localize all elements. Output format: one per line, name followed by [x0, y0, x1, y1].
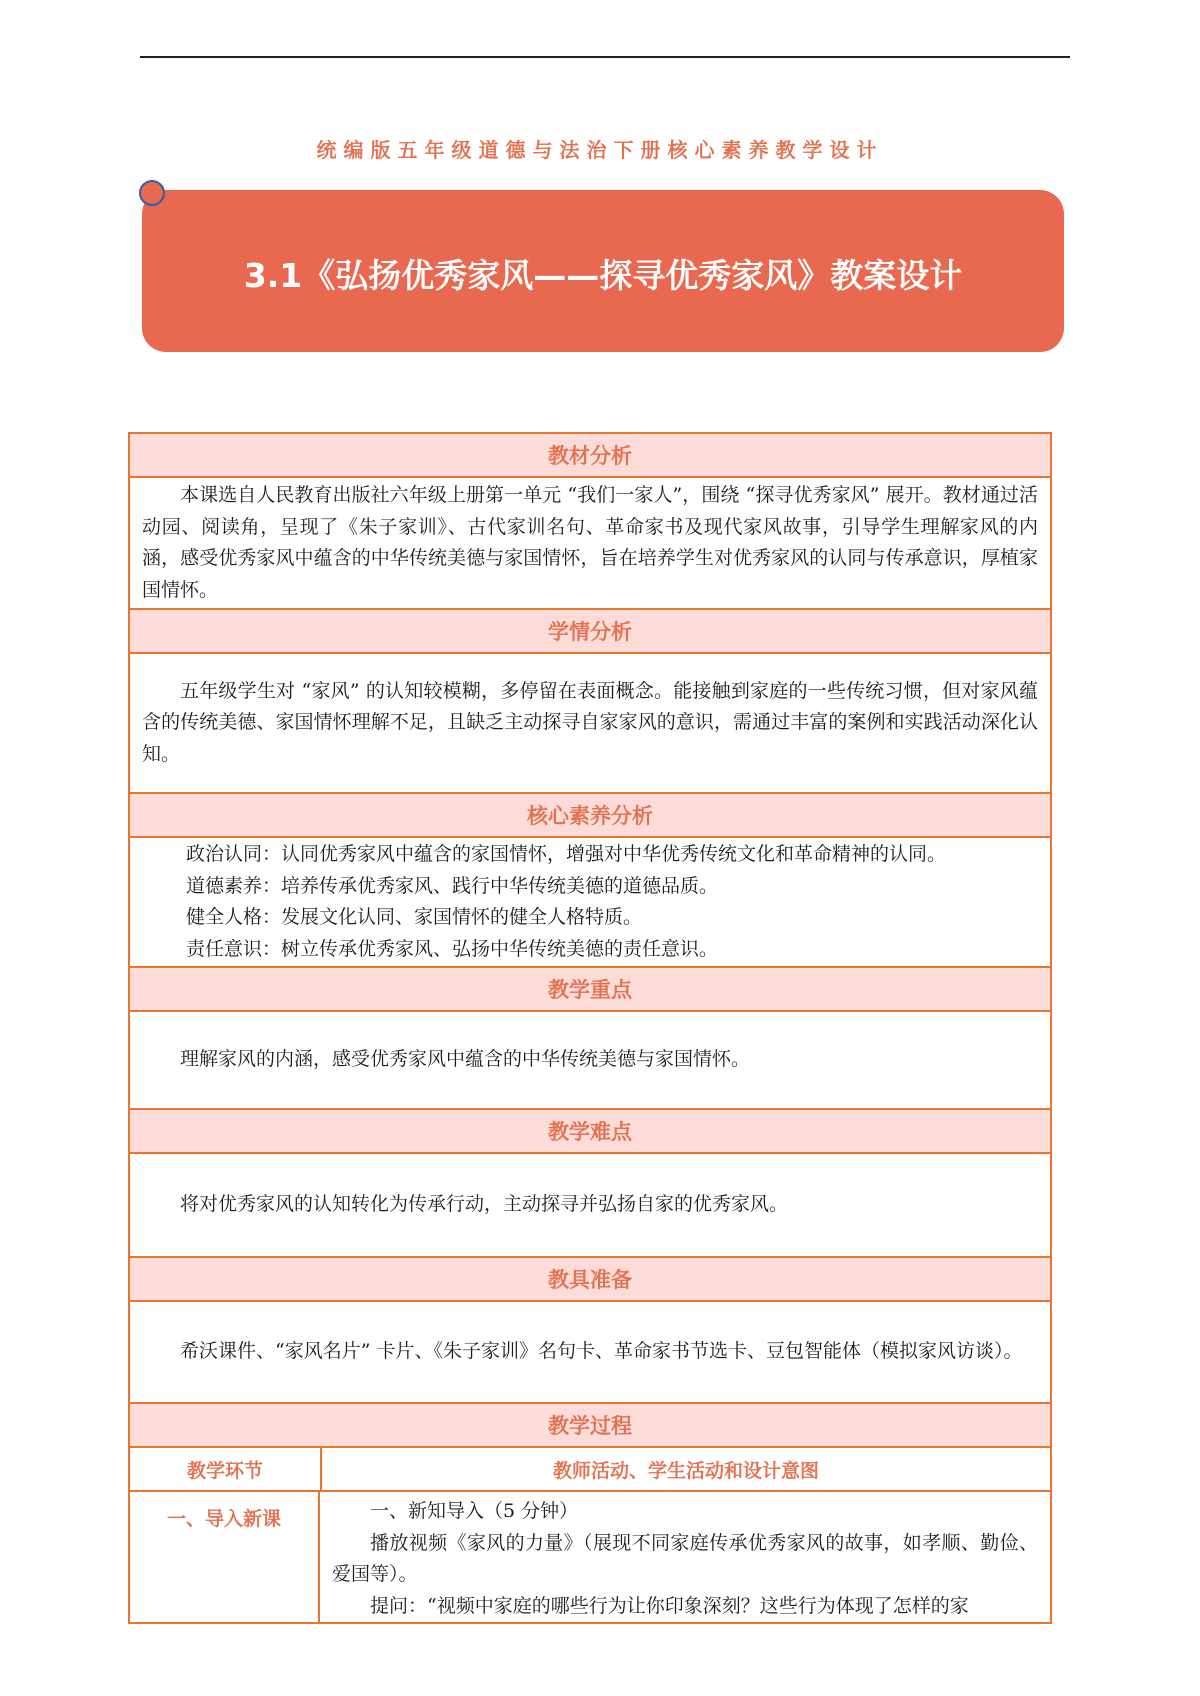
banner-dot [139, 180, 165, 206]
paragraph: 播放视频《家风的力量》（展现不同家庭传承优秀家风的故事，如孝顺、勤俭、爱国等）。 [332, 1531, 1038, 1585]
section-heading-materials: 教具准备 [130, 1258, 1050, 1302]
process-column-headers [130, 1448, 1050, 1492]
paragraph: 政治认同：认同优秀家风中蕴含的家国情怀，增强对中华优秀传统文化和革命精神的认同。 [186, 843, 947, 865]
process-content [320, 1492, 1050, 1622]
paragraph: 责任意识：树立传承优秀家风、弘扬中华传统美德的责任意识。 [186, 937, 719, 960]
paragraph: 健全人格：发展文化认同、家国情怀的健全人格特质。 [186, 906, 643, 928]
paragraph: 道德素养：培养传承优秀家风、践行中华传统美德的道德品质。 [186, 874, 719, 897]
paragraph: 希沃课件、“家风名片” 卡片、《朱子家训》名句卡、革命家书节选卡、豆包智能体（模拟家风访谈）。 [180, 1340, 1023, 1363]
section-heading-key-points: 教学重点 [130, 968, 1050, 1012]
paragraph: 理解家风的内涵，感受优秀家风中蕴含的中华传统美德与家国情怀。 [180, 1048, 751, 1071]
paragraph: 五年级学生对 “家风” 的认知较模糊，多停留在表面概念。能接触到家庭的一些传统习惯，但对家风蕴含的传统美德、家国情怀理解不足，且缺乏主动探寻自家家风的意识，需通过丰富的案例和实践活动深化认知。 [142, 679, 1038, 765]
paragraph: 一、新知导入（5 分钟） [370, 1500, 579, 1522]
process-row [130, 1492, 1050, 1622]
section-body-materials [130, 1302, 1050, 1404]
lesson-table [128, 432, 1052, 1624]
section-heading-teaching-process: 教学过程 [130, 1404, 1050, 1448]
section-heading-textbook-analysis: 教材分析 [130, 434, 1050, 478]
process-stage: 一、导入新课 [130, 1492, 320, 1622]
paragraph: 提问：“视频中家庭的哪些行为让你印象深刻？这些行为体现了怎样的家 [370, 1594, 969, 1617]
section-body-difficult-points [130, 1154, 1050, 1258]
lesson-title: 3.1《弘扬优秀家风——探寻优秀家风》教案设计 [243, 256, 963, 295]
column-header-activity: 教师活动、学生活动和设计意图 [552, 1459, 819, 1482]
section-body-core-literacy [130, 838, 1050, 968]
section-heading-student-analysis: 学情分析 [130, 610, 1050, 654]
section-heading-core-literacy: 核心素养分析 [130, 794, 1050, 838]
section-heading-difficult-points: 教学难点 [130, 1110, 1050, 1154]
column-header-stage: 教学环节 [130, 1448, 322, 1490]
section-body-textbook-analysis [130, 478, 1050, 610]
series-title: 统编版五年级道德与法治下册核心素养教学设计 [316, 138, 884, 162]
paragraph: 将对优秀家风的认知转化为传承行动，主动探寻并弘扬自家的优秀家风。 [180, 1193, 789, 1216]
top-rule [140, 56, 1070, 58]
section-body-student-analysis [130, 654, 1050, 794]
section-body-key-points [130, 1012, 1050, 1110]
paragraph: 本课选自人民教育出版社六年级上册第一单元 “我们一家人”，围绕 “探寻优秀家风” 展开。教材通过活动园、阅读角，呈现了《朱子家训》、古代家训名句、革命家书及现代家风故事，引导学生理解家风的内涵，感受优秀家风中蕴含的中华传统美德与家国情怀，旨在培养学生对优秀家风的认同与传承意识，厚植家国情怀。 [142, 484, 1038, 601]
